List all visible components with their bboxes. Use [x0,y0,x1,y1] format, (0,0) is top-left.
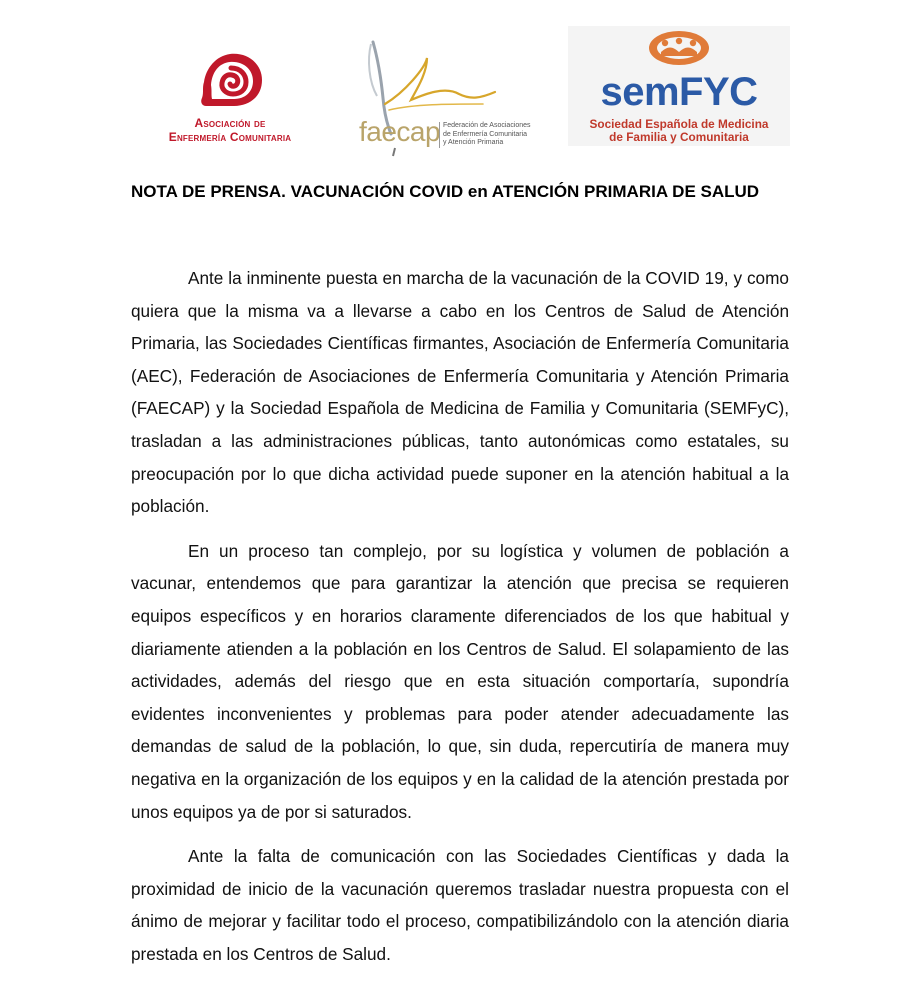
logo-header [0,0,923,170]
semfyc-logo [568,26,790,146]
semfyc-emblem-icon [568,28,790,72]
faecap-subtitle [439,122,531,148]
aec-spiral-icon [190,48,270,114]
aec-name-line1: Asociación de [194,116,266,130]
faecap-wordmark: faecap [359,116,441,147]
semfyc-wordmark: semFYC [600,70,758,114]
semfyc-sub-line2: de Familia y Comunitaria [609,130,749,144]
aec-name-line2: Enfermería Comunitaria [168,130,292,144]
paragraph-3: Ante la falta de comunicación con las Sociedades Científicas y dada la proximidad de inicio de la vacunación queremos trasladar nuestra propuesta con el ánimo de mejorar y facilitar todo el proceso, compatibilizándolo con la atención diaria prestada en los Centros de Salud. [131,846,789,964]
semfyc-subtitle [568,118,790,144]
aec-logo [160,48,300,160]
faecap-sub-line1: Federación de Asociaciones [443,122,531,129]
paragraph-2: En un proceso tan complejo, por su logística y volumen de población a vacunar, entendemos que para garantizar la atención que precisa se requieren equipos específicos y en horarios claramente diferenciados de los que habitual y diariamente atienden a la población en los Centros de Salud. El solapamiento de las actividades, además del riesgo que en esta situación comportaría, supondría evidentes inconvenientes y problemas para poder atender adecuadamente las demandas de salud de la población, lo que, sin duda, repercutiría de manera muy negativa en la organización de los equipos y en la calidad de la atención prestada por unos equipos ya de por si saturados. [131,540,789,822]
press-release-body [131,262,789,982]
press-release-headline: NOTA DE PRENSA. VACUNACIÓN COVID en ATENCIÓN PRIMARIA DE SALUD [131,182,760,201]
semfyc-sub-line1: Sociedad Española de Medicina [589,117,769,131]
faecap-sub-line3: y Atención Primaria [443,139,504,146]
faecap-sub-line2: de Enfermería Comunitaria [443,130,528,138]
paragraph-1: Ante la inminente puesta en marcha de la vacunación de la COVID 19, y como quiera que la misma va a llevarse a cabo en los Centros de Salud de Atención Primaria, las Sociedades Científicas firmantes, Asociación de Enfermería Comunitaria (AEC), Federación de Asociaciones de Enfermería Comunitaria y Atención Primaria (FAECAP) y la Sociedad Española de Medicina de Familia y Comunitaria (SEMFyC), trasladan a las administraciones públicas, tanto autonómicas como estatales, su preocupación por lo que dicha actividad puede suponer en la atención habitual a la población. [131,268,789,517]
faecap-logo [355,38,535,163]
